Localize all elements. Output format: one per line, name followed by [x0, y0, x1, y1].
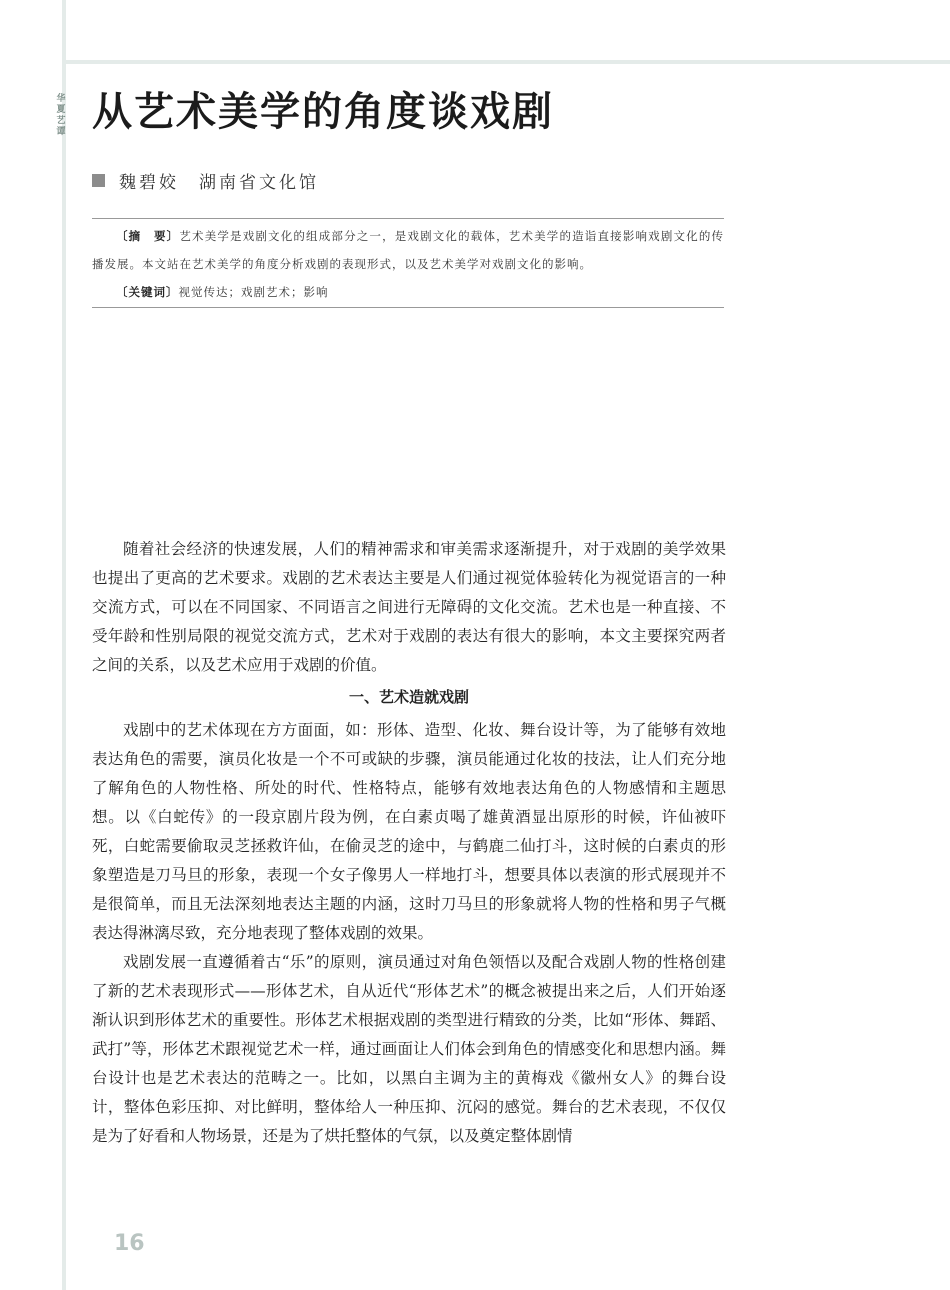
journal-name: 华夏艺谭: [56, 94, 66, 137]
top-margin-rule: [62, 60, 950, 64]
body-paragraph-1: 戏剧中的艺术体现在方方面面，如：形体、造型、化妆、舞台设计等，为了能够有效地表达角色的需要，演员化妆是一个不可或缺的步骤，演员能通过化妆的技法，让人们充分地了解角色的人物性格、所处的时代、性格特点，能够有效地表达角色的人物感情和主题思想。以《白蛇传》的一段京剧片段为例，在白素贞喝了雄黄酒显出原形的时候，许仙被吓死，白蛇需要偷取灵芝拯救许仙，在偷灵芝的途中，与鹤鹿二仙打斗，这时候的白素贞的形象塑造是刀马旦的形象，表现一个女子像男人一样地打斗，想要具体以表演的形式展现并不是很简单，而且无法深刻地表达主题的内涵，这时刀马旦的形象就将人物的性格和男子气概表达得淋漓尽致，充分地表现了整体戏剧的效果。: [92, 721, 726, 942]
keywords-text: 视觉传达；戏剧艺术；影响: [178, 285, 329, 299]
keywords-line: [92, 278, 724, 306]
section-heading: 一、艺术造就戏剧: [348, 688, 469, 706]
abstract-paragraph: [92, 219, 724, 278]
article-body: [92, 535, 726, 1151]
square-bullet-icon: [92, 174, 105, 187]
author-line: [92, 168, 319, 193]
abstract-text: 艺术美学是戏剧文化的组成部分之一，是戏剧文化的载体，艺术美学的造诣直接影响戏剧文化的传播发展。本文站在艺术美学的角度分析戏剧的表现形式，以及艺术美学对戏剧文化的影响。: [92, 229, 725, 271]
author-affiliation: 湖南省文化馆: [199, 173, 319, 193]
article-title: 从艺术美学的角度谈戏剧: [92, 88, 554, 135]
abstract-label: 〔摘 要〕: [116, 229, 180, 243]
left-margin-rule: [62, 0, 66, 1290]
intro-paragraph: 随着社会经济的快速发展，人们的精神需求和审美需求逐渐提升，对于戏剧的美学效果也提出了更高的艺术要求。戏剧的艺术表达主要是人们通过视觉体验转化为视觉语言的一种交流方式，可以在不同国家、不同语言之间进行无障碍的文化交流。艺术也是一种直接、不受年龄和性别局限的视觉交流方式，艺术对于戏剧的表达有很大的影响，本文主要探究两者之间的关系，以及艺术应用于戏剧的价值。: [92, 540, 726, 674]
body-paragraph-2: 戏剧发展一直遵循着古“乐”的原则，演员通过对角色领悟以及配合戏剧人物的性格创建了新的艺术表现形式——形体艺术，自从近代“形体艺术”的概念被提出来之后，人们开始逐渐认识到形体艺术的重要性。形体艺术根据戏剧的类型进行精致的分类，比如“形体、舞蹈、武打”等，形体艺术跟视觉艺术一样，通过画面让人们体会到角色的情感变化和思想内涵。舞台设计也是艺术表达的范畴之一。比如，以黑白主调为主的黄梅戏《徽州女人》的舞台设计，整体色彩压抑、对比鲜明，整体给人一种压抑、沉闷的感觉。舞台的艺术表现，不仅仅是为了好看和人物场景，还是为了烘托整体的气氛，以及奠定整体剧情: [92, 953, 726, 1145]
page-number: 16: [114, 1231, 145, 1256]
author-name: 魏碧姣: [119, 173, 179, 193]
abstract-block: [92, 218, 724, 308]
keywords-label: 〔关键词〕: [116, 285, 179, 299]
